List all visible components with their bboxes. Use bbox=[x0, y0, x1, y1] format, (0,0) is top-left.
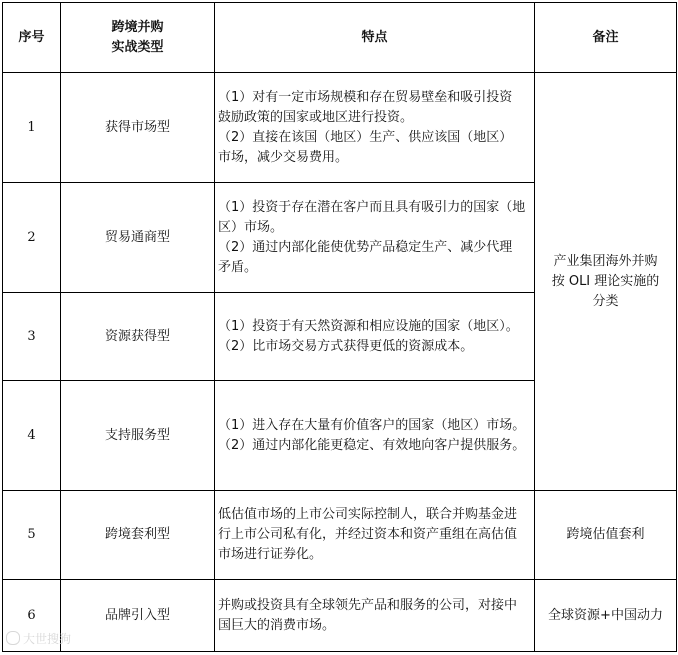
feature-line: 并购或投资具有全球领先产品和服务的公司，对接中 bbox=[218, 597, 518, 613]
header-note: 备注 bbox=[535, 3, 677, 73]
row-features bbox=[215, 73, 535, 183]
header-type-line1: 跨境并购 bbox=[111, 19, 164, 35]
feature-line: 市场，减少交易费用。 bbox=[218, 149, 349, 165]
row-num: 1 bbox=[3, 73, 61, 183]
row-num: 4 bbox=[3, 381, 61, 491]
watermark-text: 大世搜狗 bbox=[23, 632, 72, 646]
feature-line: 行上市公司私有化，并经过资本和资产重组在高估值 bbox=[218, 527, 518, 542]
note-oli-classification bbox=[535, 73, 677, 491]
mna-type-table bbox=[2, 2, 677, 652]
feature-line: （1）投资于存在潜在客户而且具有吸引力的国家（地 bbox=[218, 199, 526, 215]
row-features bbox=[215, 580, 535, 652]
feature-line: （2）通过内部化能使优势产品稳定生产、减少代理 bbox=[218, 239, 513, 255]
note-line: 产业集团海外并购 bbox=[553, 253, 658, 269]
table-row bbox=[3, 73, 677, 183]
row-type: 跨境套利型 bbox=[61, 491, 215, 580]
row-type: 获得市场型 bbox=[61, 73, 215, 183]
feature-line: （2）比市场交易方式获得更低的资源成本。 bbox=[218, 338, 474, 354]
row-num: 6 bbox=[3, 580, 61, 652]
feature-line: 鼓励政策的国家或地区进行投资。 bbox=[218, 109, 414, 125]
header-num: 序号 bbox=[3, 3, 61, 73]
logo-icon bbox=[6, 631, 20, 645]
feature-line: 低估值市场的上市公司实际控制人，联合并购基金进 bbox=[218, 507, 518, 522]
note-line: 按 OLI 理论实施的 bbox=[551, 273, 660, 289]
row-features bbox=[215, 183, 535, 293]
feature-line: 区）市场。 bbox=[218, 219, 284, 235]
feature-line: 市场进行证券化。 bbox=[218, 547, 323, 562]
feature-line: 国巨大的消费市场。 bbox=[218, 617, 336, 633]
feature-line: （1）投资于有天然资源和相应设施的国家（地区）。 bbox=[218, 318, 519, 334]
note-global-resources: 全球资源+中国动力 bbox=[535, 580, 677, 652]
row-features bbox=[215, 293, 535, 381]
watermark bbox=[6, 630, 71, 647]
row-num: 3 bbox=[3, 293, 61, 381]
header-type-line2: 实战类型 bbox=[111, 39, 164, 55]
table-header-row bbox=[3, 3, 677, 73]
table-row bbox=[3, 580, 677, 652]
feature-line: （1）进入存在大量有价值客户的国家（地区）市场。 bbox=[218, 417, 526, 433]
table-row bbox=[3, 491, 677, 580]
row-type: 贸易通商型 bbox=[61, 183, 215, 293]
feature-line: （2）直接在该国（地区）生产、供应该国（地区） bbox=[218, 129, 513, 145]
row-num: 2 bbox=[3, 183, 61, 293]
row-features bbox=[215, 491, 535, 580]
note-valuation-arbitrage: 跨境估值套利 bbox=[535, 491, 677, 580]
row-type: 支持服务型 bbox=[61, 381, 215, 491]
row-features bbox=[215, 381, 535, 491]
note-line: 分类 bbox=[592, 293, 619, 309]
header-type bbox=[61, 3, 215, 73]
header-feature: 特点 bbox=[215, 3, 535, 73]
feature-line: （2）通过内部化能更稳定、有效地向客户提供服务。 bbox=[218, 437, 526, 453]
row-type: 品牌引入型 bbox=[61, 580, 215, 652]
feature-line: （1）对有一定市场规模和存在贸易壁垒和吸引投资 bbox=[218, 89, 513, 105]
row-type: 资源获得型 bbox=[61, 293, 215, 381]
row-num: 5 bbox=[3, 491, 61, 580]
feature-line: 矛盾。 bbox=[218, 259, 258, 275]
